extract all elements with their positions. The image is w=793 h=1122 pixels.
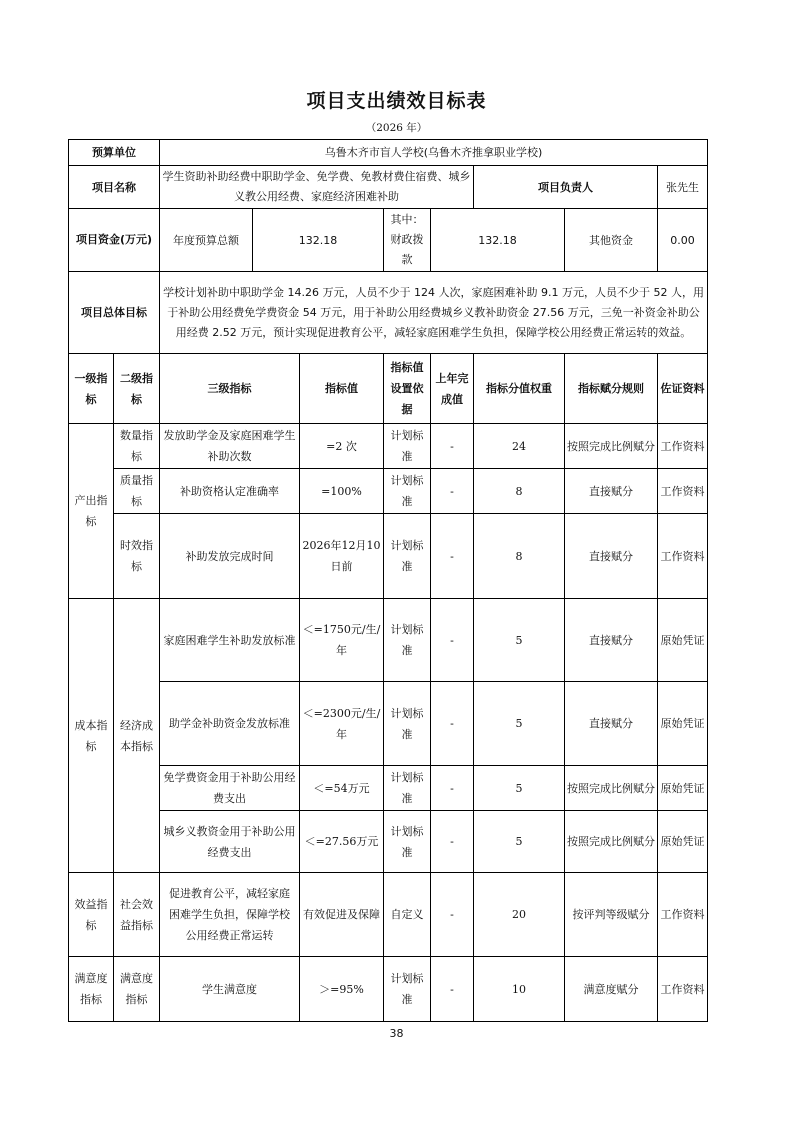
level3-indicator: 学生满意度 xyxy=(160,957,300,1022)
col-basis: 指标值设置依据 xyxy=(384,354,431,424)
score-weight: 10 xyxy=(474,957,565,1022)
level1-cost: 成本指标 xyxy=(69,599,114,873)
last-year-value: - xyxy=(431,873,474,957)
level2-timeliness: 时效指标 xyxy=(114,514,160,599)
indicator-value: ＞=95% xyxy=(300,957,384,1022)
last-year-value: - xyxy=(431,957,474,1022)
table-row xyxy=(69,599,708,682)
col-scoring-rule: 指标赋分规则 xyxy=(565,354,658,424)
level3-indicator: 家庭困难学生补助发放标准 xyxy=(160,599,300,682)
score-weight: 8 xyxy=(474,514,565,599)
col-level2: 二级指标 xyxy=(114,354,160,424)
last-year-value: - xyxy=(431,424,474,469)
level3-indicator: 补助发放完成时间 xyxy=(160,514,300,599)
col-level1: 一级指标 xyxy=(69,354,114,424)
project-name-label: 项目名称 xyxy=(69,166,160,209)
fiscal-allocation-label: 其中：财政拨款 xyxy=(384,209,431,272)
project-owner-label: 项目负责人 xyxy=(474,166,658,209)
col-weight: 指标分值权重 xyxy=(474,354,565,424)
annual-budget-label: 年度预算总额 xyxy=(160,209,253,272)
col-evidence: 佐证资料 xyxy=(658,354,708,424)
indicator-basis: 自定义 xyxy=(384,873,431,957)
unit-value: 乌鲁木齐市盲人学校(乌鲁木齐推拿职业学校) xyxy=(160,140,708,166)
score-weight: 24 xyxy=(474,424,565,469)
evidence: 原始凭证 xyxy=(658,811,708,873)
score-weight: 8 xyxy=(474,469,565,514)
indicator-basis: 计划标准 xyxy=(384,766,431,811)
table-row xyxy=(69,469,708,514)
indicator-basis: 计划标准 xyxy=(384,599,431,682)
indicator-basis: 计划标准 xyxy=(384,811,431,873)
level2-economic-cost: 经济成本指标 xyxy=(114,599,160,873)
level3-indicator: 发放助学金及家庭困难学生补助次数 xyxy=(160,424,300,469)
scoring-rule: 直接赋分 xyxy=(565,599,658,682)
level2-social-benefit: 社会效益指标 xyxy=(114,873,160,957)
indicator-basis: 计划标准 xyxy=(384,469,431,514)
level2-quality: 质量指标 xyxy=(114,469,160,514)
indicator-value: ＜=2300元/生/年 xyxy=(300,682,384,766)
overall-goal-value: 学校计划补助中职助学金 14.26 万元，人员不少于 124 人次，家庭困难补助 9.1 万元，人员不少于 52 人，用于补助公用经费免学费资金 54 万元，用于补助公用经费城乡义教补助资金 27.56 万元，三免一补资金补助公用经费 2.52 万元，预计实现促进教育公平，减轻家庭困难学生负担，保障学校公用经费正常运转的效益。 xyxy=(160,272,708,354)
scoring-rule: 按照完成比例赋分 xyxy=(565,766,658,811)
indicator-value: ＜=27.56万元 xyxy=(300,811,384,873)
table-row xyxy=(69,514,708,599)
indicator-value: 2026年12月10日前 xyxy=(300,514,384,599)
score-weight: 5 xyxy=(474,599,565,682)
evidence: 原始凭证 xyxy=(658,682,708,766)
last-year-value: - xyxy=(431,682,474,766)
indicator-value: =100% xyxy=(300,469,384,514)
score-weight: 20 xyxy=(474,873,565,957)
evidence: 工作资料 xyxy=(658,424,708,469)
level2-satisfaction: 满意度指标 xyxy=(114,957,160,1022)
table-row xyxy=(69,873,708,957)
indicator-basis: 计划标准 xyxy=(384,514,431,599)
other-funds-label: 其他资金 xyxy=(565,209,658,272)
indicator-basis: 计划标准 xyxy=(384,957,431,1022)
level3-indicator: 促进教育公平，减轻家庭困难学生负担，保障学校公用经费正常运转 xyxy=(160,873,300,957)
funds-label: 项目资金(万元) xyxy=(69,209,160,272)
table-row xyxy=(69,811,708,873)
evidence: 工作资料 xyxy=(658,873,708,957)
indicator-value: 有效促进及保障 xyxy=(300,873,384,957)
project-name-value: 学生资助补助经费中职助学金、免学费、免教材费住宿费、城乡义教公用经费、家庭经济困难补助 xyxy=(160,166,474,209)
evidence: 工作资料 xyxy=(658,469,708,514)
indicator-basis: 计划标准 xyxy=(384,424,431,469)
col-level3: 三级指标 xyxy=(160,354,300,424)
annual-budget-value: 132.18 xyxy=(253,209,384,272)
evidence: 工作资料 xyxy=(658,957,708,1022)
score-weight: 5 xyxy=(474,682,565,766)
evidence: 原始凭证 xyxy=(658,599,708,682)
col-indicator-value: 指标值 xyxy=(300,354,384,424)
unit-label: 预算单位 xyxy=(69,140,160,166)
table-row xyxy=(69,682,708,766)
project-owner-value: 张先生 xyxy=(658,166,708,209)
page-title: 项目支出绩效目标表 xyxy=(306,90,487,112)
evidence: 工作资料 xyxy=(658,514,708,599)
scoring-rule: 满意度赋分 xyxy=(565,957,658,1022)
level3-indicator: 免学费资金用于补助公用经费支出 xyxy=(160,766,300,811)
last-year-value: - xyxy=(431,469,474,514)
evidence: 原始凭证 xyxy=(658,766,708,811)
page-number: 38 xyxy=(389,1027,404,1040)
level2-quantity: 数量指标 xyxy=(114,424,160,469)
indicator-basis: 计划标准 xyxy=(384,682,431,766)
scoring-rule: 按照完成比例赋分 xyxy=(565,424,658,469)
scoring-rule: 按评判等级赋分 xyxy=(565,873,658,957)
level3-indicator: 城乡义教资金用于补助公用经费支出 xyxy=(160,811,300,873)
score-weight: 5 xyxy=(474,811,565,873)
fiscal-year: （2026 年） xyxy=(365,122,428,134)
other-funds-value: 0.00 xyxy=(658,209,708,272)
last-year-value: - xyxy=(431,514,474,599)
last-year-value: - xyxy=(431,766,474,811)
performance-target-table xyxy=(68,139,708,1022)
table-row xyxy=(69,766,708,811)
indicator-value: ＜=54万元 xyxy=(300,766,384,811)
level3-indicator: 助学金补助资金发放标准 xyxy=(160,682,300,766)
fiscal-allocation-value: 132.18 xyxy=(431,209,565,272)
last-year-value: - xyxy=(431,811,474,873)
level1-satisfaction: 满意度指标 xyxy=(69,957,114,1022)
indicator-value: ＜=1750元/生/年 xyxy=(300,599,384,682)
overall-goal-label: 项目总体目标 xyxy=(69,272,160,354)
level3-indicator: 补助资格认定准确率 xyxy=(160,469,300,514)
score-weight: 5 xyxy=(474,766,565,811)
last-year-value: - xyxy=(431,599,474,682)
scoring-rule: 直接赋分 xyxy=(565,514,658,599)
scoring-rule: 按照完成比例赋分 xyxy=(565,811,658,873)
level1-benefit: 效益指标 xyxy=(69,873,114,957)
scoring-rule: 直接赋分 xyxy=(565,682,658,766)
indicator-value: =2 次 xyxy=(300,424,384,469)
scoring-rule: 直接赋分 xyxy=(565,469,658,514)
table-row xyxy=(69,957,708,1022)
col-last-year: 上年完成值 xyxy=(431,354,474,424)
table-row xyxy=(69,424,708,469)
level1-output: 产出指标 xyxy=(69,424,114,599)
